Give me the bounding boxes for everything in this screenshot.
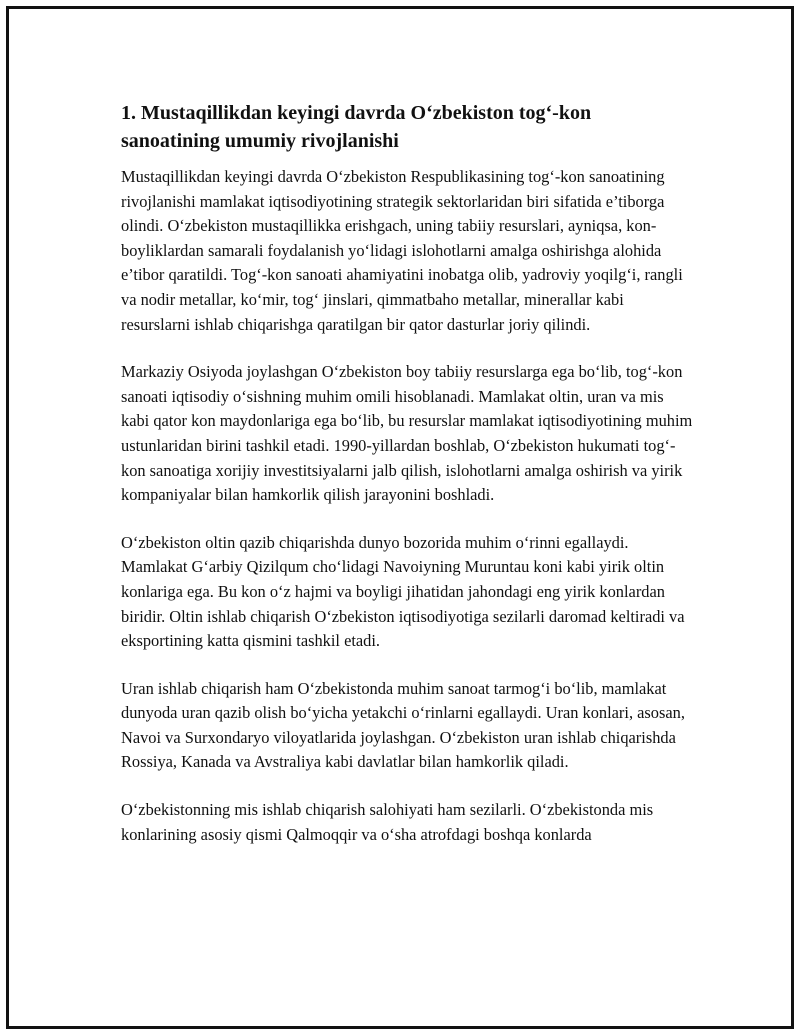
paragraph-5: O‘zbekistonning mis ishlab chiqarish salohiyati ham sezilarli. O‘zbekistonda mis konlarining asosiy qismi Qalmoqqir va o‘sha atrofdagi boshqa konlarda xyxy=(121,800,654,844)
document-body xyxy=(121,99,693,847)
page-frame xyxy=(6,6,794,1029)
paragraph-1: Mustaqillikdan keyingi davrda O‘zbekiston Respublikasining tog‘-kon sanoatining rivojlanishi mamlakat iqtisodiyotining strategik sektorlaridan biri sifatida e’tiborga olindi. O‘zbekiston mustaqillikka erishgach, uning tabiiy resurslari, ayniqsa, kon-boyliklardan samarali foydalanish yo‘lidagi islohotlarni amalga oshirishga alohida e’tibor qaratildi. Tog‘-kon sanoati ahamiyatini inobatga olib, yadroviy yoqilg‘i, rangli va nodir metallar, ko‘mir, tog‘ jinslari, qimmatbaho metallar, minerallar kabi resurslarni ishlab chiqarishga qaratilgan bir qator dasturlar joriy qilindi. xyxy=(121,167,683,334)
section-title: 1. Mustaqillikdan keyingi davrda O‘zbekiston tog‘-kon sanoatining umumiy rivojlanishi xyxy=(121,102,592,152)
paragraph-4: Uran ishlab chiqarish ham O‘zbekistonda muhim sanoat tarmog‘i bo‘lib, mamlakat dunyoda uran qazib olish bo‘yicha yetakchi o‘rinlarni egallaydi. Uran konlari, asosan, Navoi va Surxondaryo viloyatlarida joylashgan. O‘zbekiston uran ishlab chiqarishda Rossiya, Kanada va Avstraliya kabi davlatlar bilan hamkorlik qiladi. xyxy=(121,678,685,772)
paragraph-2: Markaziy Osiyoda joylashgan O‘zbekiston boy tabiiy resurslarga ega bo‘lib, tog‘-kon sanoati iqtisodiy o‘sishning muhim omili hisoblanadi. Mamlakat oltin, uran va mis kabi qator kon maydonlariga ega bo‘lib, bu resurslar mamlakat iqtisodiyotining muhim ustunlaridan birini tashkil etadi. 1990-yillardan boshlab, O‘zbekiston hukumati tog‘-kon sanoatiga xorijiy investitsiyalarni jalb qilish, islohotlarni amalga oshirish va yirik kompaniyalar bilan hamkorlik qilish jarayonini boshladi. xyxy=(121,362,693,505)
paragraph-3: O‘zbekiston oltin qazib chiqarishda dunyo bozorida muhim o‘rinni egallaydi. Mamlakat G‘arbiy Qizilqum cho‘lidagi Navoiyning Muruntau koni kabi yirik oltin konlariga ega. Bu kon o‘z hajmi va boyligi jihatidan jahondagi eng yirik konlardan biridir. Oltin ishlab chiqarish O‘zbekiston iqtisodiyotiga sezilarli daromad keltiradi va eksportining katta qismini tashkil etadi. xyxy=(121,532,685,651)
